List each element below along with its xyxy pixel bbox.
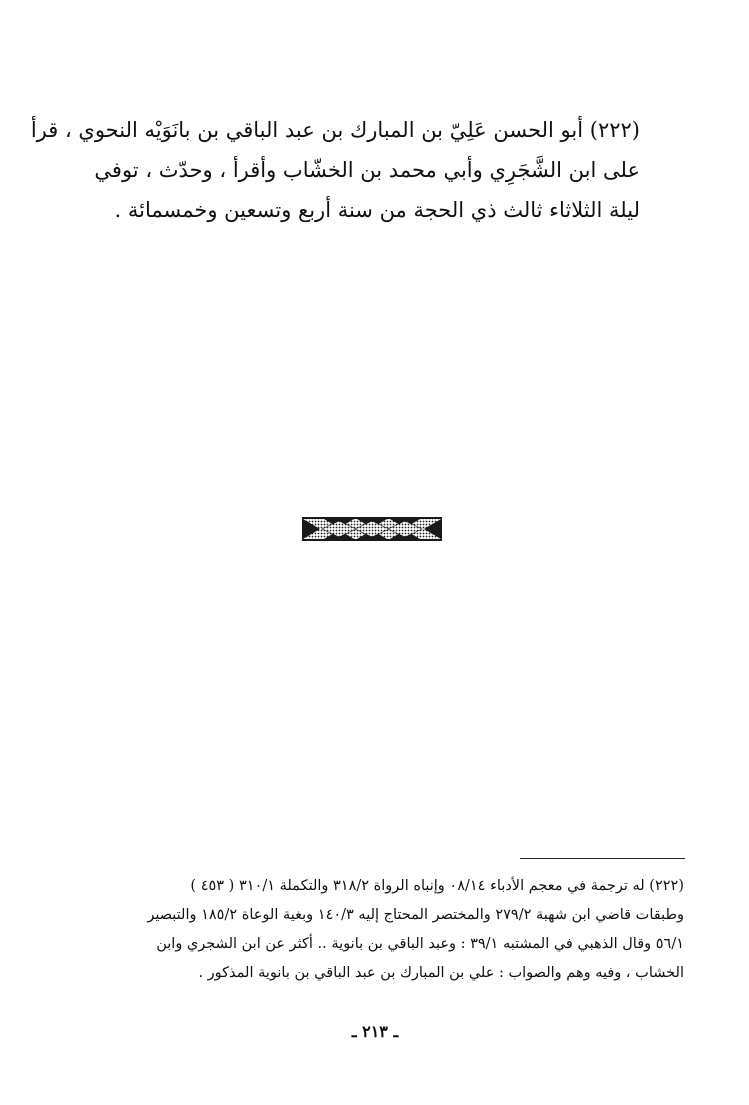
- entry-line-3: ليلة الثلاثاء ثالث ذي الحجة من سنة أربع وتسعين وخمسمائة .: [114, 198, 640, 222]
- footnote-line-2: وطبقات قاضي ابن شهبة ٢٧٩/٢ والمختصر المحتاج إليه ١٤٠/٣ وبغية الوعاة ١٨٥/٢ والتبصير: [147, 907, 684, 923]
- footnote-line-3: ٥٦/١ وقال الذهبي في المشتبه ٣٩/١ : وعبد الباقي بن بانوية .. أكثر عن ابن الشجري وابن: [156, 936, 684, 952]
- entry-line-1: (٢٢٢) أبو الحسن عَلِيّ بن المبارك بن عبد الباقي بن بانَوَيْه النحوي ، قرأ: [30, 118, 640, 142]
- footnote-line-4: الخشاب ، وفيه وهم والصواب : علي بن المبارك بن عبد الباقي بن بانوية المذكور .: [198, 965, 684, 981]
- footnote-divider: [520, 858, 685, 859]
- footnote-line-1: (٢٢٢) له ترجمة في معجم الأدباء ٠٨/١٤ وإنباه الرواة ٣١٨/٢ والتكملة ٣١٠/١ ( ٤٥٣ ): [190, 878, 684, 894]
- entry-line-2: على ابن الشَّجَرِي وأبي محمد بن الخشّاب وأقرأ ، وحدّث ، توفي: [94, 158, 640, 182]
- biography-entry: [30, 110, 640, 230]
- footnotes: [82, 872, 684, 988]
- page-number: ـ ٢١٣ ـ: [351, 1022, 399, 1041]
- diamond-chain-ornament-icon: [302, 517, 442, 541]
